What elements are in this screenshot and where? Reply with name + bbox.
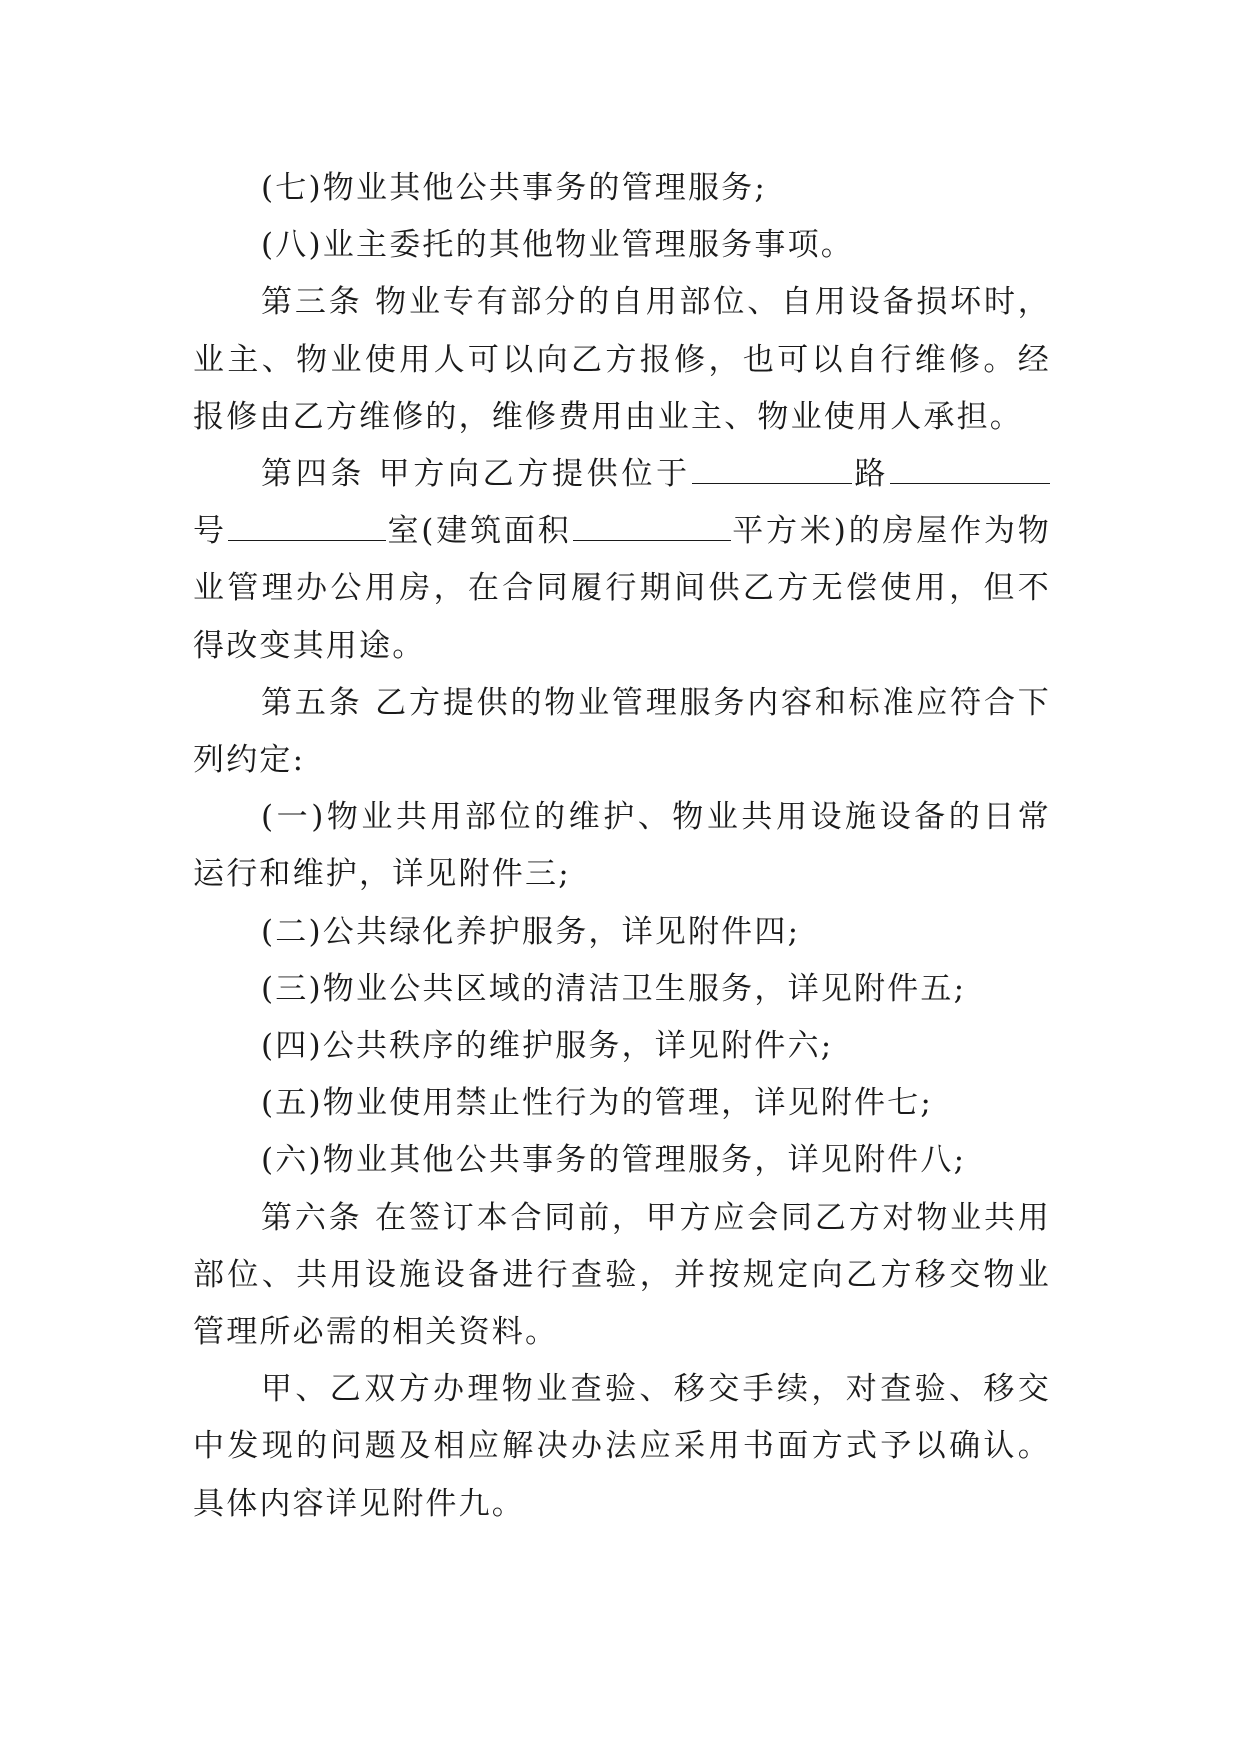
article-4-text-3: 号	[193, 513, 227, 550]
service-item-5: (五)物业使用禁止性行为的管理，详见附件七;	[261, 1085, 934, 1122]
paragraph-item-8: (八)业主委托的其他物业管理服务事项。	[261, 227, 854, 264]
article-6: 第六条 在签订本合同前，甲方应会同乙方对物业共用部位、共用设施设备进行查验，并按规定向乙方移交物业管理所必需的相关资料。	[193, 1199, 1051, 1351]
road-blank[interactable]	[692, 457, 852, 484]
article-4	[193, 446, 1051, 675]
service-item-3: (三)物业公共区域的清洁卫生服务，详见附件五;	[261, 970, 967, 1007]
room-blank[interactable]	[228, 514, 386, 541]
article-4-text-2: 路	[852, 456, 890, 493]
article-3: 第三条 物业专有部分的自用部位、自用设备损坏时，业主、物业使用人可以向乙方报修，也可以自行维修。经报修由乙方维修的，维修费用由业主、物业使用人承担。	[193, 284, 1051, 435]
paragraph-item-7: (七)物业其他公共事务的管理服务;	[261, 170, 768, 206]
article-4-text-5: 平方米)的房屋作为物业管理办公用房，在合同履行期间供乙方无偿使用，但不得改变其用途。	[193, 513, 1052, 664]
service-item-1: (一)物业共用部位的维护、物业共用设施设备的日常运行和维护，详见附件三;	[193, 799, 1051, 893]
service-item-4: (四)公共秩序的维护服务，详见附件六;	[261, 1028, 834, 1065]
number-blank[interactable]	[890, 457, 1050, 484]
article-4-text-4: 室(建筑面积	[386, 513, 572, 550]
article-4-text-1: 第四条 甲方向乙方提供位于	[261, 456, 691, 493]
handover-paragraph: 甲、乙双方办理物业查验、移交手续，对查验、移交中发现的问题及相应解决办法应采用书面方式予以确认。具体内容详见附件九。	[193, 1371, 1051, 1522]
service-item-2: (二)公共绿化养护服务，详见附件四;	[261, 913, 801, 950]
service-item-6: (六)物业其他公共事务的管理服务，详见附件八;	[261, 1142, 967, 1179]
area-blank[interactable]	[573, 514, 731, 541]
document-page	[193, 160, 1051, 1533]
article-5: 第五条 乙方提供的物业管理服务内容和标准应符合下列约定:	[193, 684, 1051, 779]
